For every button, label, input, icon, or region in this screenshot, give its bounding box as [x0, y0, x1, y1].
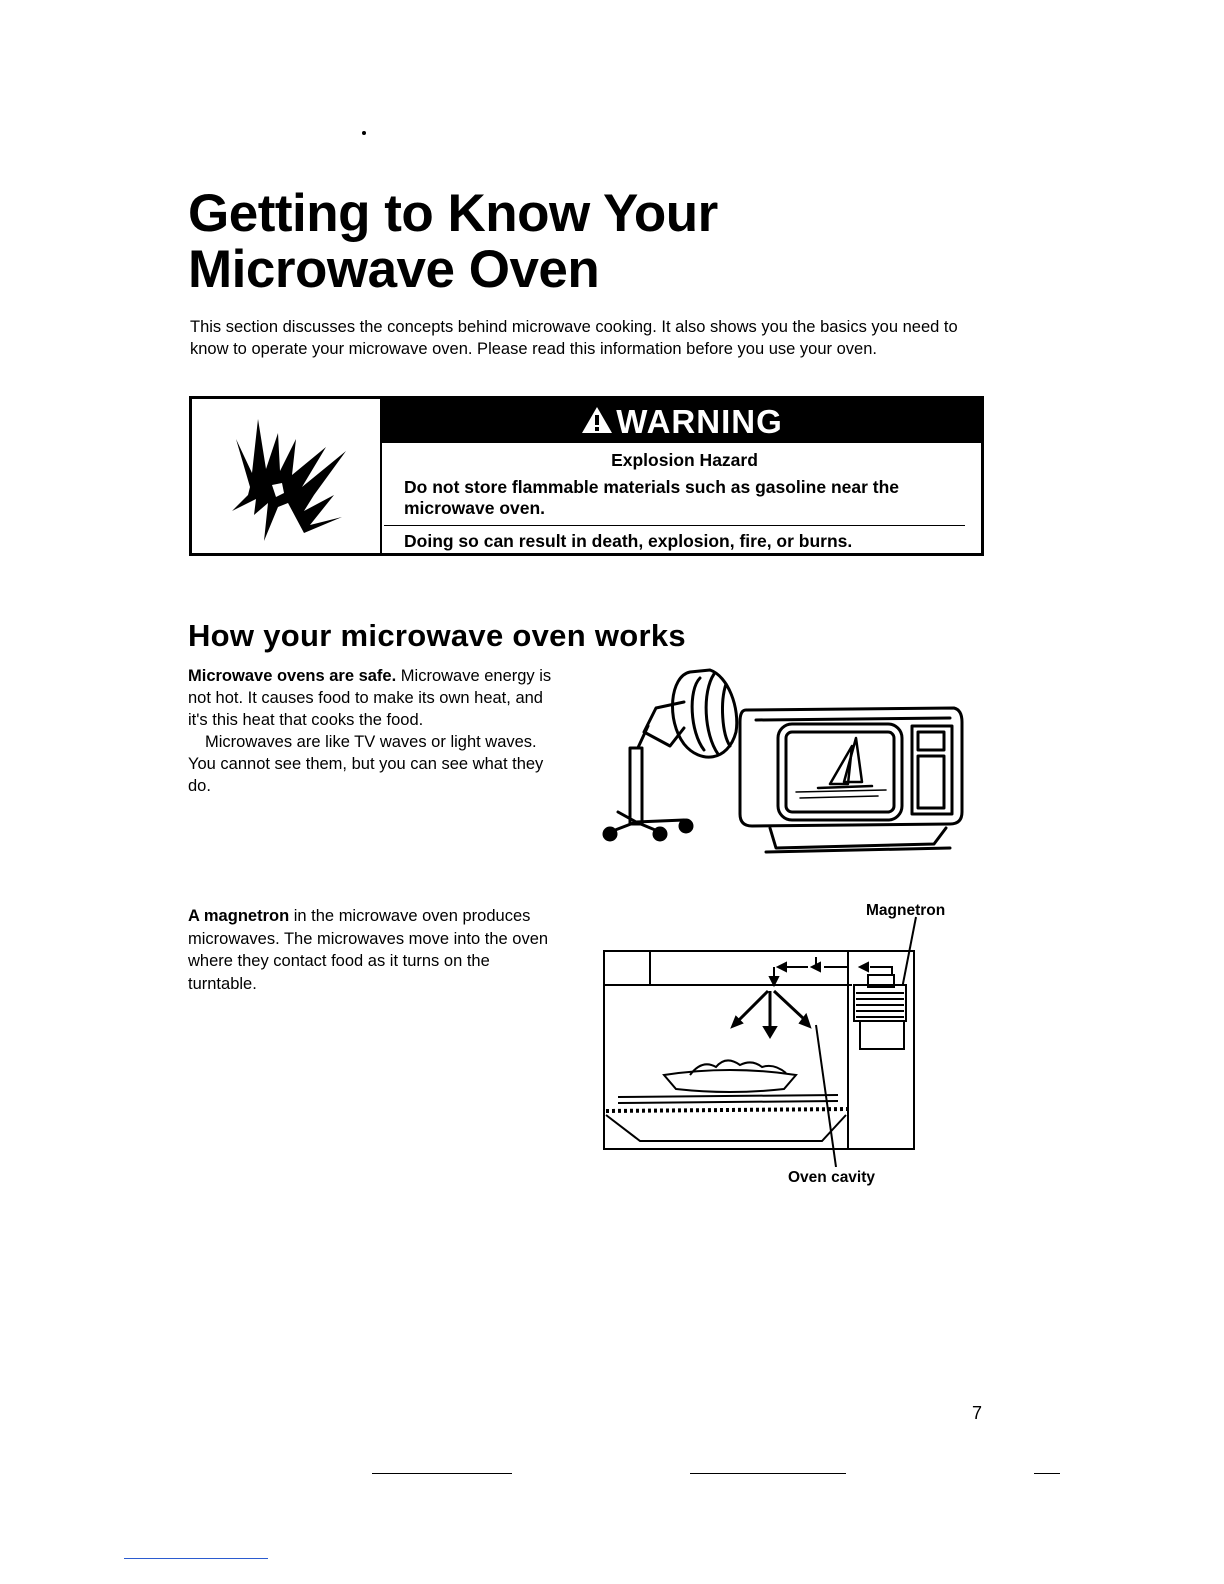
- safety-paragraph: [188, 665, 558, 797]
- warning-banner-text: WARNING: [616, 403, 783, 440]
- safety-lead: Microwave ovens are safe.: [188, 667, 397, 685]
- warning-banner: [382, 399, 981, 443]
- explosion-icon: [192, 399, 380, 553]
- warning-box: [189, 396, 984, 556]
- warning-consequence: Doing so can result in death, explosion, fire, or burns.: [404, 531, 853, 551]
- footer-rule: [372, 1473, 512, 1474]
- footer-rule: [690, 1473, 846, 1474]
- magnetron-lead: A magnetron: [188, 907, 290, 925]
- magnetron-text: in the microwave oven produces microwaves. The microwaves move into the oven where they contact food as it turns on the turntable.: [188, 907, 549, 993]
- section-heading: How your microwave oven works: [188, 618, 686, 653]
- intro-paragraph: This section discusses the concepts behind microwave cooking. It also shows you the basics you need to know to operate your microwave oven. Please read this information before you use your oven.: [190, 318, 958, 358]
- magnetron-paragraph: [188, 905, 558, 995]
- page-title: [188, 186, 948, 298]
- warning-instruction: Do not store flammable materials such as gasoline near the microwave oven.: [404, 477, 900, 518]
- magnetron-label: Magnetron: [866, 902, 946, 919]
- lamp-and-tv-illustration: [600, 662, 970, 862]
- warning-divider: [384, 525, 965, 526]
- safety-text: Microwave energy is not hot. It causes food to make its own heat, and it's this heat that cooks the food.: [188, 667, 552, 729]
- warning-hazard-title: Explosion Hazard: [611, 450, 758, 470]
- oven-cavity-diagram: [598, 915, 922, 1167]
- oven-cavity-label: Oven cavity: [788, 1169, 876, 1186]
- stray-mark: [362, 131, 366, 135]
- footer-rule: [1034, 1473, 1060, 1474]
- page-title-line-1: Getting to Know Your: [188, 184, 718, 243]
- page-title-line-2: Microwave Oven: [188, 240, 600, 299]
- waves-text: Microwaves are like TV waves or light waves. You cannot see them, but you can see what they do.: [188, 733, 544, 795]
- explosion-icon-cell: [192, 399, 382, 553]
- footer-rule-blue: [124, 1558, 268, 1559]
- warning-triangle-icon: [580, 401, 614, 447]
- warning-body: [404, 449, 965, 552]
- page-number: 7: [972, 1403, 983, 1423]
